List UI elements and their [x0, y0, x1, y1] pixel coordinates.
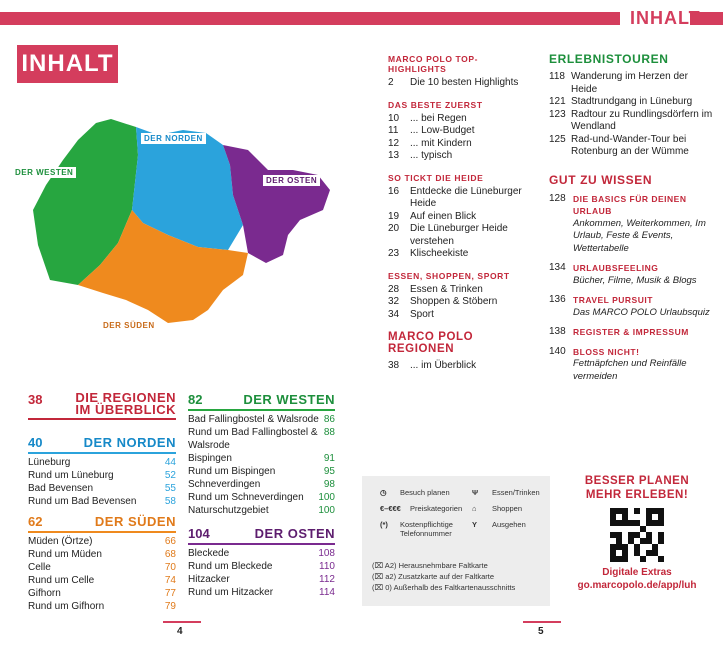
- map-label-north: DER NORDEN: [141, 133, 206, 144]
- region-item-page: 68: [164, 549, 176, 560]
- toc-entry[interactable]: [549, 96, 714, 109]
- region-map: [8, 115, 348, 345]
- toc-entry-label: Auf einen Blick: [410, 210, 477, 222]
- toc-page-number: 121: [549, 96, 566, 107]
- region-south-item[interactable]: [28, 548, 176, 561]
- toc-entry[interactable]: [549, 134, 714, 159]
- promo-extras: Digitale Extras: [602, 567, 672, 578]
- region-west-item[interactable]: [188, 452, 335, 465]
- region-overview-title: DIE REGIONEN IM ÜBERBLICK: [75, 390, 176, 417]
- region-east-title: DER OSTEN: [254, 526, 335, 541]
- region-item-page: 58: [164, 496, 176, 507]
- page-bar-right: [523, 621, 561, 623]
- region-south-item[interactable]: [28, 561, 176, 574]
- legend-symbol-icon: ◷: [380, 488, 387, 497]
- page-number-left: 4: [177, 626, 183, 637]
- toc-entry[interactable]: [388, 138, 528, 151]
- guide-entry-title: TRAVEL PURSUIT: [573, 295, 653, 305]
- toc-entry[interactable]: [388, 360, 528, 373]
- toc-page-number: 38: [388, 360, 400, 371]
- region-item-label: Rund um Bispingen: [188, 466, 276, 477]
- toc-entry[interactable]: [388, 77, 528, 90]
- region-item-label: Celle: [28, 562, 51, 573]
- region-north: [28, 435, 176, 508]
- toc-page-number: 32: [388, 296, 400, 307]
- toc-page-number: 13: [388, 150, 400, 161]
- region-item-label: Rund um Lüneburg: [28, 470, 114, 481]
- legend-item: [380, 504, 472, 513]
- region-item-label: Bad Fallingbostel & Walsrode: [188, 414, 319, 425]
- toc-page-number: 10: [388, 112, 400, 124]
- region-item-label: Bleckede: [188, 548, 230, 559]
- legend-item: [472, 504, 548, 513]
- toc-page-number: 20: [388, 223, 400, 234]
- region-north-item[interactable]: [28, 482, 176, 495]
- legend-symbol-icon: Ψ: [472, 488, 479, 497]
- region-item-page: 100: [318, 492, 335, 503]
- legend-symbol-icon: ⌂: [472, 504, 477, 513]
- region-item-page: 52: [164, 470, 176, 481]
- toc-page-number: 12: [388, 137, 400, 149]
- guide-entry[interactable]: [549, 262, 714, 287]
- guide-entry-title: REGISTER & IMPRESSUM: [573, 327, 689, 337]
- region-item-page: 98: [323, 479, 335, 490]
- toc-entry[interactable]: [388, 211, 528, 224]
- legend-note: (⌧ a2) Zusatzkarte auf der Faltkarte: [372, 572, 495, 581]
- region-south-item[interactable]: [28, 535, 176, 548]
- toc-entry[interactable]: [388, 150, 528, 163]
- toc-entry[interactable]: [388, 248, 528, 261]
- page-title: INHALT: [17, 45, 118, 83]
- toc-entry-label: Essen & Trinken: [410, 283, 483, 295]
- legend-item: [472, 520, 548, 538]
- region-item-label: Müden (Örtze): [28, 536, 93, 547]
- promo-line2: MEHR ERLEBEN!: [585, 489, 689, 501]
- middle-column: [388, 54, 528, 373]
- region-item-page: 86: [323, 414, 335, 425]
- region-south-title: DER SÜDEN: [94, 514, 176, 529]
- toc-entry-label: Wanderung im Herzen der Heide: [571, 71, 688, 95]
- region-item-label: Rund um Müden: [28, 549, 102, 560]
- guide-entry-title: BLOSS NICHT!: [573, 346, 640, 357]
- region-item-page: 55: [164, 483, 176, 494]
- region-item-label: Hitzacker: [188, 574, 230, 585]
- legend-label: Essen/Trinken: [492, 488, 540, 497]
- header-bar: [0, 12, 620, 25]
- toc-entry[interactable]: [388, 186, 528, 211]
- region-item-page: 108: [318, 548, 335, 559]
- region-south-item[interactable]: [28, 574, 176, 587]
- region-item-label: Rund um Bad Bevensen: [28, 496, 137, 507]
- legend-note: (⌧ 0) Außerhalb des Faltkartenausschnitts: [372, 583, 516, 592]
- region-item-page: 91: [323, 453, 335, 464]
- region-east-page: 104: [188, 526, 210, 541]
- guide-entry-title: URLAUBSFEELING: [573, 263, 659, 273]
- toc-entry-label: ... Low-Budget: [410, 125, 475, 136]
- legend-item: [380, 520, 472, 538]
- guide-entry-subtitle: Fettnäpfchen und Reinfälle vermeiden: [573, 358, 687, 382]
- region-item-page: 110: [319, 561, 335, 572]
- toc-page-number: 34: [388, 308, 400, 320]
- toc-entry[interactable]: [388, 223, 528, 248]
- so-tickt-title: SO TICKT DIE HEIDE: [388, 172, 484, 183]
- gut-zu-wissen-title: GUT ZU WISSEN: [549, 172, 653, 187]
- legend-box: [362, 476, 550, 606]
- region-west-page: 82: [188, 392, 203, 407]
- guide-entry-subtitle: Das MARCO POLO Urlaubsquiz: [573, 306, 710, 318]
- region-item-label: Rund um Bleckede: [188, 561, 273, 572]
- legend-symbol-icon: (*): [380, 520, 388, 529]
- legend-item: [380, 488, 472, 497]
- toc-entry-label: Sport: [410, 308, 434, 320]
- guide-page-number: 140: [549, 345, 566, 357]
- legend-item: [472, 488, 548, 497]
- toc-entry-label: ... mit Kindern: [410, 137, 472, 149]
- qr-code[interactable]: [610, 508, 664, 562]
- guide-entry[interactable]: [549, 193, 714, 256]
- guide-page-number: 138: [549, 326, 566, 337]
- region-item-label: Rund um Celle: [28, 575, 95, 586]
- toc-entry-label: Rad-und-Wander-Tour bei Rotenburg an der Wümme: [571, 133, 689, 157]
- region-east-item[interactable]: [188, 586, 335, 599]
- toc-page-number: 125: [549, 133, 566, 145]
- toc-entry-label: Die Lüneburger Heide verstehen: [410, 223, 508, 247]
- toc-page-number: 19: [388, 210, 400, 222]
- toc-entry-label: Stadtrundgang in Lüneburg: [571, 96, 693, 107]
- region-item-page: 74: [164, 575, 176, 586]
- region-item-label: Rund um Gifhorn: [28, 601, 105, 612]
- toc-entry-label: Radtour zu Rundlingsdörfern im Wendland: [571, 108, 713, 132]
- toc-entry[interactable]: [388, 284, 528, 297]
- promo: [562, 474, 712, 592]
- guide-page-number: 134: [549, 262, 566, 273]
- toc-entry[interactable]: [388, 125, 528, 138]
- legend-label: Shoppen: [492, 504, 523, 513]
- toc-page-number: 28: [388, 283, 400, 295]
- guide-entry[interactable]: [549, 294, 714, 319]
- region-item-page: 44: [164, 457, 176, 468]
- toc-entry-label: Klischeekiste: [410, 248, 469, 259]
- toc-entry[interactable]: [549, 109, 714, 134]
- region-item-label: Gifhorn: [28, 588, 61, 599]
- region-item-label: Bad Bevensen: [28, 483, 94, 494]
- erlebnistouren-title: ERLEBNISTOUREN: [549, 52, 669, 66]
- page-number-right: 5: [538, 626, 544, 637]
- region-item-page: 66: [164, 536, 176, 547]
- region-overview-page: 38: [28, 392, 43, 407]
- toc-page-number: 123: [549, 108, 566, 120]
- region-west-item[interactable]: [188, 413, 335, 426]
- guide-entry-title: DIE BASICS FÜR DEINEN URLAUB: [573, 193, 687, 216]
- region-west: [188, 392, 335, 517]
- region-north-title: DER NORDEN: [83, 435, 176, 450]
- region-item-label: Naturschutzgebiet: [188, 505, 269, 516]
- toc-entry-label: ... bei Regen: [410, 112, 467, 124]
- region-item-label: Rund um Schneverdingen: [188, 492, 304, 503]
- right-column: [549, 52, 714, 390]
- guide-entry[interactable]: [549, 346, 714, 384]
- region-west-item[interactable]: [188, 504, 335, 517]
- regionen-title: MARCO POLO REGIONEN: [388, 331, 474, 355]
- toc-page-number: 23: [388, 248, 400, 259]
- beste-zuerst-title: DAS BESTE ZUERST: [388, 99, 483, 110]
- region-item-page: 100: [318, 505, 335, 516]
- region-item-label: Lüneburg: [28, 457, 71, 468]
- region-west-item[interactable]: [188, 491, 335, 504]
- toc-page-number: 2: [388, 77, 394, 88]
- guide-entry-subtitle: Ankommen, Weiterkommen, Im Urlaub, Feste & Events, Wettertabelle: [573, 217, 706, 254]
- region-west-title: DER WESTEN: [243, 392, 335, 407]
- legend-symbol-icon: €–€€€: [380, 504, 401, 513]
- region-west-item[interactable]: [188, 426, 335, 452]
- region-north-item[interactable]: [28, 469, 176, 482]
- legend-label: Kostenpflichtige Telefonnummer: [400, 520, 453, 538]
- region-item-page: 114: [319, 587, 335, 598]
- toc-page-number: 11: [388, 125, 399, 136]
- toc-page-number: 118: [549, 71, 565, 82]
- legend-label: Besuch planen: [400, 488, 450, 497]
- toc-entry[interactable]: [388, 309, 528, 322]
- toc-entry[interactable]: [388, 113, 528, 126]
- toc-entry-label: ... typisch: [410, 150, 453, 161]
- region-east-item[interactable]: [188, 547, 335, 560]
- region-west-item[interactable]: [188, 478, 335, 491]
- map-label-east: DER OSTEN: [263, 175, 320, 186]
- region-item-label: Bispingen: [188, 453, 232, 464]
- legend-symbol-icon: Y: [472, 520, 478, 529]
- legend-label: Preiskategorien: [410, 504, 463, 513]
- legend-label: Ausgehen: [492, 520, 526, 529]
- region-north-item[interactable]: [28, 456, 176, 469]
- region-item-page: 95: [323, 466, 335, 477]
- region-item-page: 88: [323, 427, 335, 438]
- region-east-item[interactable]: [188, 573, 335, 586]
- map-label-west: DER WESTEN: [12, 167, 76, 178]
- guide-entry[interactable]: [549, 326, 714, 339]
- toc-entry[interactable]: [388, 296, 528, 309]
- region-south-page: 62: [28, 514, 43, 529]
- region-item-label: Rund um Bad Fallingbostel & Walsrode: [188, 427, 318, 451]
- region-east: [188, 526, 335, 599]
- promo-url[interactable]: go.marcopolo.de/app/luh: [577, 580, 697, 591]
- region-east-item[interactable]: [188, 560, 335, 573]
- essen-title: ESSEN, SHOPPEN, SPORT: [388, 270, 510, 281]
- region-north-page: 40: [28, 435, 43, 450]
- map-label-south: DER SÜDEN: [100, 320, 158, 331]
- region-item-page: 112: [319, 574, 335, 585]
- region-north-item[interactable]: [28, 495, 176, 508]
- map-region-east: [223, 145, 330, 263]
- guide-page-number: 136: [549, 294, 566, 305]
- region-item-label: Schneverdingen: [188, 479, 261, 490]
- region-item-page: 77: [164, 588, 176, 599]
- region-item-page: 70: [164, 562, 176, 573]
- toc-entry[interactable]: [549, 71, 714, 96]
- region-item-page: 79: [164, 601, 176, 612]
- guide-entry-subtitle: Bücher, Filme, Musik & Blogs: [573, 274, 697, 286]
- toc-page-number: 16: [388, 185, 400, 197]
- region-south-item[interactable]: [28, 600, 176, 613]
- header-tag: INHALT: [630, 8, 701, 28]
- guide-page-number: 128: [549, 192, 566, 204]
- legend-note: (⌧ A2) Herausnehmbare Faltkarte: [372, 561, 488, 570]
- toc-entry-label: Entdecke die Lüneburger Heide: [410, 185, 522, 209]
- region-south-item[interactable]: [28, 587, 176, 600]
- toc-entry-label: ... im Überblick: [410, 360, 477, 371]
- region-overview[interactable]: [28, 392, 176, 422]
- page-bar-left: [163, 621, 201, 623]
- toc-entry-label: Die 10 besten Highlights: [410, 77, 519, 88]
- promo-line1: BESSER PLANEN: [584, 475, 690, 487]
- region-item-label: Rund um Hitzacker: [188, 587, 274, 598]
- region-south: [28, 514, 176, 613]
- region-west-item[interactable]: [188, 465, 335, 478]
- toc-entry-label: Shoppen & Stöbern: [410, 296, 498, 307]
- top-highlights-title: MARCO POLO TOP-HIGHLIGHTS: [388, 54, 479, 74]
